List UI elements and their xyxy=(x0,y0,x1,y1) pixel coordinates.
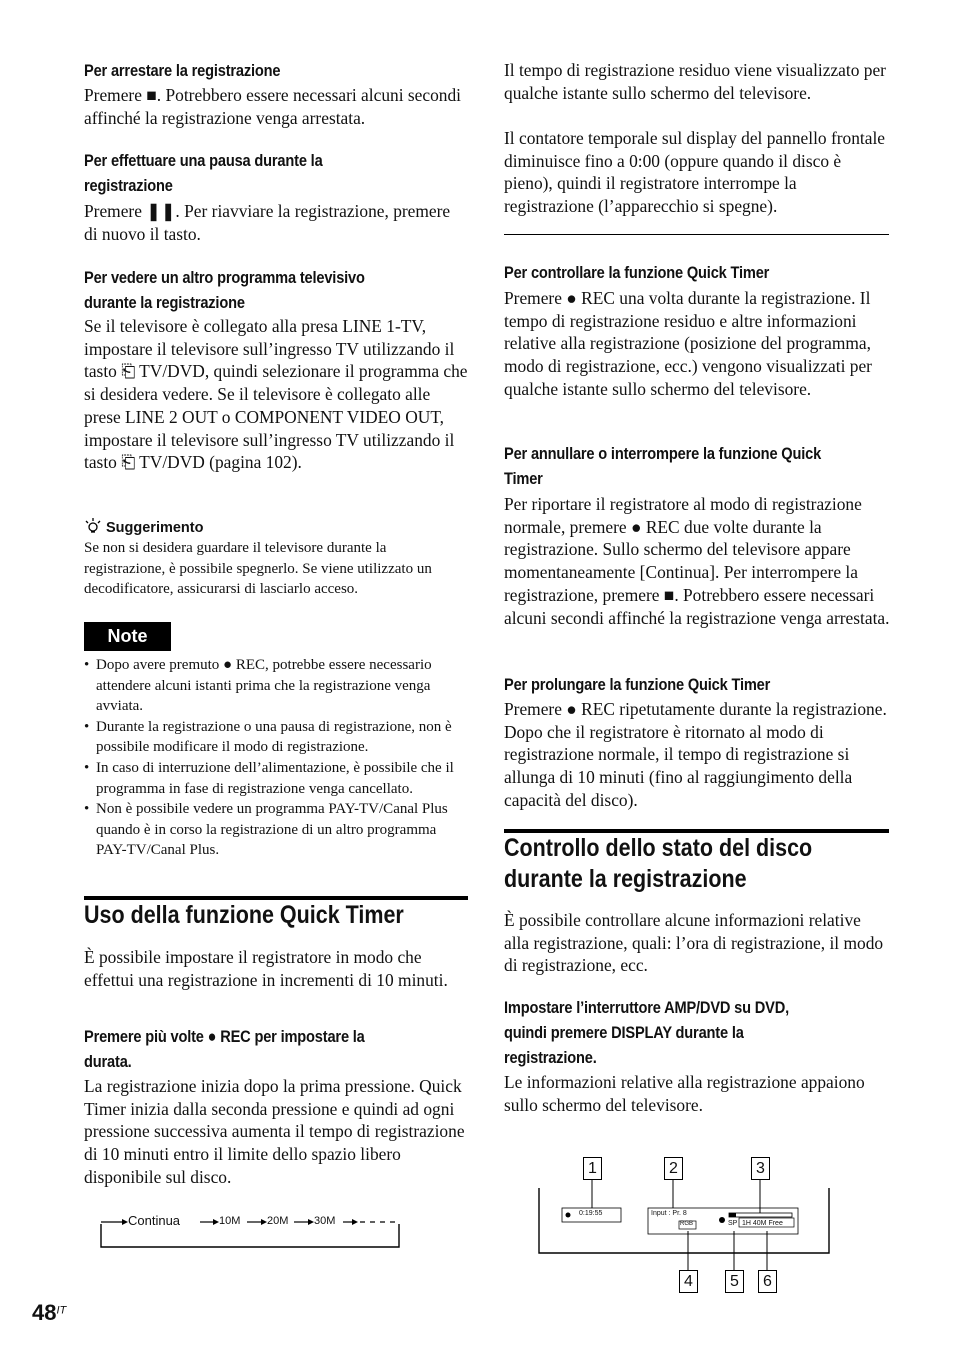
heading-extend-quick-timer: Per prolungare la funzione Quick Timer xyxy=(504,675,771,694)
recording-time: 0:19:55 xyxy=(579,1210,603,1217)
diagram-20m: 20M xyxy=(267,1215,289,1227)
diagram-10m: 10M xyxy=(219,1215,241,1227)
counter-text: Il contatore temporale sul display del pannello frontale diminuisce fino a 0:00 (oppure quando il disco è pieno), quindi il registratore interrompe la registrazione (l’apparecchio si spegne). xyxy=(504,128,886,217)
rgb-icon: RGB xyxy=(680,1221,694,1227)
callout-4: 4 xyxy=(679,1270,698,1293)
section-title-quick-timer: Uso della funzione Quick Timer xyxy=(84,901,404,929)
diagram-30m: 30M xyxy=(314,1215,336,1227)
tip-label: Suggerimento xyxy=(106,520,204,537)
list-item: • In caso di interruzione dell’alimentazione, è possibile che il programma in fase di registrazione venga cancellato. xyxy=(84,758,468,799)
tip-text: Se non si desidera guardare il televisore durante la registrazione, è possibile spegnerlo. Se viene utilizzato un decodificatore, assicurarsi di lasciarlo acceso. xyxy=(84,540,432,598)
step-body-display: Le informazioni relative alla registrazione appaiono sullo schermo del televisore. xyxy=(504,1072,865,1115)
divider xyxy=(504,234,889,235)
notes-list xyxy=(84,655,468,861)
callout-6: 6 xyxy=(758,1270,777,1293)
quick-timer-intro: È possibile impostare il registratore in modo che effettui una registrazione in incrementi di 10 minuti. xyxy=(84,947,448,990)
remaining-capacity: 1H 40M Free xyxy=(742,1220,783,1227)
callout-2: 2 xyxy=(664,1157,683,1180)
diagram-start-label: Continua xyxy=(128,1213,181,1228)
tip-heading xyxy=(84,517,203,540)
watch-other-program-text: Se il televisore è collegato alla presa LINE 1-TV, impostare il televisore sull’ingresso TV utilizzando il tasto ⎗ TV/DVD, quindi selezionare il programma che si desidera vedere. Se il televisore è collegato alle prese LINE 2 OUT o COMPONENT VIDEO OUT, impostare il televisore sull’ingresso TV utilizzando il tasto ⎗ TV/DVD (pagina 102). xyxy=(84,316,468,473)
cancel-quick-timer-text: Per riportare il registratore al modo di registrazione normale, premere ● REC due volte durante la registrazione. Sullo schermo del televisore appare momentaneamente [Continua]. Per interrompere la registrazione, premere ■. Potrebbero essere necessari alcuni secondi affinché la registrazione venga arrestata. xyxy=(504,494,890,628)
step-body-press-rec: La registrazione inizia dopo la prima pressione. Quick Timer inizia dalla seconda pressione e quindi ad ogni pressione successiva aumenta il tempo di registrazione di 10 minuti entro il limite dello spazio libero disponibile sul disco. xyxy=(84,1076,465,1187)
stop-recording-text: Premere ■. Potrebbero essere necessari alcuni secondi affinché la registrazione venga arrestata. xyxy=(84,85,462,128)
list-item: • Durante la registrazione o una pausa di registrazione, non è possibile modificare il modo di registrazione. xyxy=(84,717,468,758)
quick-timer-diagram xyxy=(100,1210,400,1250)
lightbulb-icon xyxy=(84,517,102,540)
input-label: Input : Pr. 8 xyxy=(651,1210,687,1217)
check-quick-timer-text: Premere ● REC una volta durante la registrazione. Il tempo di registrazione residuo e altre informazioni relative alla registrazione (posizione del programma, modo di registrazione, ecc.) vengono visualizzati per qualche istante sullo schermo del televisore. xyxy=(504,288,872,399)
remaining-time-text: Il tempo di registrazione residuo viene visualizzato per qualche istante sullo schermo del televisore. xyxy=(504,60,886,103)
page-number: $48^{IT}$ xyxy=(32,1300,67,1325)
heading-cancel-quick-timer: Per annullare o interrompere la funzione Quick Timer xyxy=(504,444,822,488)
callout-1: 1 xyxy=(583,1157,602,1180)
callout-5: 5 xyxy=(725,1270,744,1293)
list-item: • Dopo avere premuto ● REC, potrebbe essere necessario attendere alcuni istanti prima che la registrazione venga avviata. xyxy=(84,655,468,717)
callout-3: 3 xyxy=(751,1157,770,1180)
page-language: IT xyxy=(56,1304,67,1317)
extend-quick-timer-text: Premere ● REC ripetutamente durante la registrazione. Dopo che il registratore è ritornato al modo di registrazione normale, il tempo di registrazione si allunga di 10 minuti (fino al raggiungimento della capacità del disco). xyxy=(504,699,887,810)
step-heading-display: Impostare l’interruttore AMP/DVD su DVD, quindi premere DISPLAY durante la registrazione. xyxy=(504,998,790,1067)
disc-status-intro: È possibile controllare alcune informazioni relative alla registrazione, quali: l’ora di registrazione, il modo di registrazione, ecc. xyxy=(504,910,884,976)
heading-watch-other-program: Per vedere un altro programma televisivo durante la registrazione xyxy=(84,268,365,312)
note-badge: Note xyxy=(84,622,171,651)
tv-screen-illustration xyxy=(535,1155,835,1290)
step-heading-press-rec: Premere più volte ● REC per impostare la durata. xyxy=(84,1027,365,1071)
heading-stop-recording: Per arrestare la registrazione xyxy=(84,61,281,80)
pause-recording-text: Premere ❚❚. Per riavviare la registrazione, premere di nuovo il tasto. xyxy=(84,201,451,244)
heading-pause-recording: Per effettuare una pausa durante la registrazione xyxy=(84,151,323,195)
section-title-disc-status: Controllo dello stato del disco durante la registrazione xyxy=(504,834,813,893)
list-item: • Non è possibile vedere un programma PAY-TV/Canal Plus quando è in corso la registrazione di un altro programma PAY-TV/Canal Plus. xyxy=(84,799,468,861)
heading-check-quick-timer: Per controllare la funzione Quick Timer xyxy=(504,263,770,282)
recording-mode: SP xyxy=(728,1220,738,1227)
